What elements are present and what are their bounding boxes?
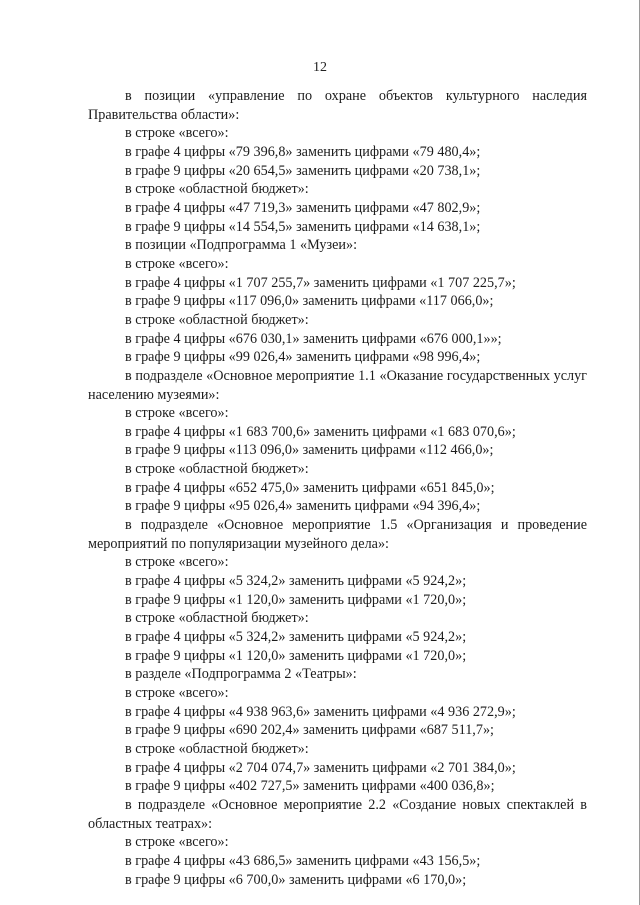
paragraph: в графе 4 цифры «1 683 700,6» заменить цифрами «1 683 070,6»;: [125, 423, 516, 440]
paragraph-activity-2-2: в подразделе «Основное мероприятие 2.2 «Создание новых спектаклей в областных театрах»:: [88, 796, 587, 832]
paragraph: в строке «областной бюджет»:: [125, 181, 309, 198]
paragraph: в строке «всего»:: [125, 255, 229, 272]
paragraph: в графе 9 цифры «690 202,4» заменить цифрами «687 511,7»;: [125, 722, 494, 739]
paragraph: в графе 4 цифры «1 707 255,7» заменить цифрами «1 707 225,7»;: [125, 274, 516, 291]
paragraph: в графе 4 цифры «652 475,0» заменить цифрами «651 845,0»;: [125, 479, 495, 496]
paragraph: в графе 4 цифры «5 324,2» заменить цифрами «5 924,2»;: [125, 573, 467, 590]
paragraph: в строке «всего»:: [125, 685, 229, 701]
paragraph: в графе 9 цифры «402 727,5» заменить цифрами «400 036,8»;: [125, 778, 495, 795]
paragraph: в строке «всего»:: [125, 405, 229, 422]
paragraph: в строке «областной бюджет»:: [125, 740, 309, 757]
paragraph: в строке «областной бюджет»:: [125, 610, 309, 627]
paragraph: в графе 4 цифры «47 719,3» заменить цифрами «47 802,9»;: [125, 199, 481, 216]
paragraph: в графе 9 цифры «99 026,4» заменить цифрами «98 996,4»;: [125, 349, 481, 366]
paragraph: в графе 4 цифры «43 686,5» заменить цифрами «43 156,5»;: [125, 852, 481, 869]
paragraph: в графе 9 цифры «20 654,5» заменить цифрами «20 738,1»;: [125, 162, 481, 179]
paragraph: в графе 9 цифры «113 096,0» заменить цифрами «112 466,0»;: [125, 442, 494, 459]
paragraph: в строке «всего»:: [125, 834, 229, 851]
paragraph: в графе 4 цифры «79 396,8» заменить цифрами «79 480,4»;: [125, 143, 481, 160]
paragraph: в графе 9 цифры «95 026,4» заменить цифрами «94 396,4»;: [125, 498, 481, 515]
paragraph: в графе 4 цифры «2 704 074,7» заменить цифрами «2 701 384,0»;: [125, 759, 516, 776]
paragraph-activity-1-5: в подразделе «Основное мероприятие 1.5 «Организация и проведение мероприятий по популяризации музейного дела»:: [88, 517, 587, 552]
paragraph-subprogram-theatres: в разделе «Подпрограмма 2 «Театры»:: [125, 666, 357, 683]
paragraph: в графе 9 цифры «6 700,0» заменить цифрами «6 170,0»;: [125, 871, 467, 888]
paragraph: в графе 9 цифры «14 554,5» заменить цифрами «14 638,1»;: [125, 218, 481, 235]
paragraph: в графе 9 цифры «117 096,0» заменить цифрами «117 066,0»;: [125, 293, 494, 310]
paragraph: в графе 9 цифры «1 120,0» заменить цифрами «1 720,0»;: [125, 591, 467, 608]
paragraph: в строке «всего»:: [125, 125, 229, 142]
paragraph: в графе 4 цифры «5 324,2» заменить цифрами «5 924,2»;: [125, 629, 467, 646]
paragraph: в строке «областной бюджет»:: [125, 311, 309, 328]
paragraph: в строке «всего»:: [125, 554, 229, 571]
paragraph-subprogram-museums: в позиции «Подпрограмма 1 «Музеи»:: [125, 237, 358, 254]
paragraph: в графе 9 цифры «1 120,0» заменить цифрами «1 720,0»;: [125, 647, 467, 664]
document-body: [88, 87, 587, 889]
paragraph: в строке «областной бюджет»:: [125, 461, 309, 478]
paragraph: в графе 4 цифры «676 030,1» заменить цифрами «676 000,1»»;: [125, 330, 502, 347]
paragraph-heritage-position: в позиции «управление по охране объектов культурного наследия Правительства области»:: [88, 88, 587, 123]
page-number: 12: [313, 60, 327, 75]
paragraph: в графе 4 цифры «4 938 963,6» заменить цифрами «4 936 272,9»;: [125, 703, 516, 720]
paragraph-activity-1-1: в подразделе «Основное мероприятие 1.1 «Оказание государственных услуг населению музеями»:: [88, 367, 587, 403]
